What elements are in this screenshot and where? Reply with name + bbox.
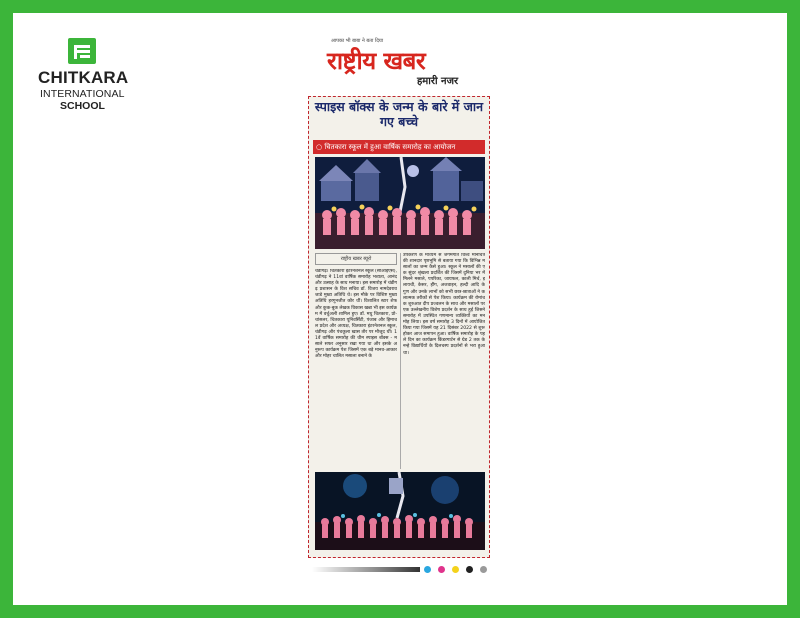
article-column-1: चंडीगढ़। चितकारा इंटरनेशनल स्कूल (सीआईएस), चंडीगढ़ ने 11वां वार्षिक समारोह भव्यता, आनंद और उत्साह के साथ मनाया। इस समारोह में चंडीगढ़ प्रशासन के विश सचिव डॉ. विजय नामदेवराव जाडे मुख्य अतिथि थे। इस मौके पर विशिष्ट मुख्य अतिथि हरगुनजीत कौर थीं। विशालित स्टार शेफ और कुक-बुक लेखक विकास खन्ना भी इस कार्यक्रम में वर्चुअली शामिल हुए। डॉ. मधु चितकारा, प्रो-चांसलर, चितकारा यूनिवर्सिटी, पंजाब और हिमाचल प्रदेश और अध्यक्ष, चितकारा इंटरनेशनल स्कूल, चंडीगढ़ और पंचकूला खास तौर पर मौजूद थीं। 11वें वार्षिक समारोह की थीम स्पाइस बॉक्स - मसाले सफर अनुसार रखा गया था और इसके अनुरूप कार्यक्रम पेश जिसमें एक बड़े मानव-आकार और मोहर चालित मसाला बनाने के: [315, 269, 397, 360]
masthead-subtitle: हमारी नजर: [417, 76, 459, 87]
masthead-tagline: आपका भी बाबा ने बता दिया: [331, 38, 384, 44]
logo-name: CHITKARA: [38, 68, 129, 87]
yellow-dot-icon: [452, 566, 459, 573]
logo-subtitle-international: INTERNATIONAL: [40, 88, 125, 100]
print-color-marks: [312, 566, 492, 574]
article-subhead: [313, 140, 485, 154]
article-subhead-text: चितकारा स्कूल में हुआ वार्षिक समारोह का आयोजन: [324, 143, 456, 151]
column-divider: [400, 253, 401, 469]
gray-gradient-strip: [312, 567, 420, 572]
gray-dot-icon: [480, 566, 487, 573]
article-column-2: उपकरण के माध्यम से जगमगाते विश्व मानचित्र की शानदार पृष्ठभूमि से बताया गया कि विभिन्न मसालों का जन्म कैसे हुआ। स्कूल ने मसालों की एक सुंदर श्रृंखला प्रदर्शित की जिसमें दुनिया भर में मिलने मसाले, पपरिका, जायफल, काली मिर्च, इलायची, केसर, हींग, अजवाइन, हल्दी आदि के गुण और उनके लाभों को सभी छात्र-छात्राओं ने कलात्मक तरीकों से पेश किया। कार्यक्रम की रोमांचक शुरुआत दीप प्रज्वलन के साथ और मसालों पर एक उल्लेखनीय विशेष प्रदर्शन के साथ हुई जिसने समारोह में उपस्थित गणमान्य व्यक्तियों का मन मोह लिया। इस वर्ष समारोह 3 दिनों में आयोजित किया गया जिसमें यह 21 दिसंबर 2022 से शुरू होकर आज समापन हुआ। वार्षिक समारोह के पहले दिन का कार्यक्रम किंडरगार्टन से ग्रेड 2 तक के नन्हे विद्यार्थियों के दिलचस्प प्रदर्शनों से भरा हुआ था।: [403, 253, 485, 356]
newspaper-clipping: [308, 96, 490, 558]
magenta-dot-icon: [438, 566, 445, 573]
logo-subtitle-school: SCHOOL: [60, 100, 105, 112]
newspaper-masthead: [305, 38, 495, 88]
article-headline: स्पाइस बॉक्स के जन्म के बारे में जान गए बच्चे: [314, 99, 484, 129]
article-byline: राष्ट्रीय खबर ब्यूरो: [315, 253, 397, 265]
stage-performance-photo-bottom: [315, 472, 485, 550]
stage-performance-photo-top: [315, 157, 485, 249]
cyan-dot-icon: [424, 566, 431, 573]
logo-mark-icon: [68, 38, 96, 64]
circle-bullet-icon: ○: [316, 143, 325, 151]
masthead-title: राष्ट्रीय खबर: [327, 47, 426, 75]
black-dot-icon: [466, 566, 473, 573]
